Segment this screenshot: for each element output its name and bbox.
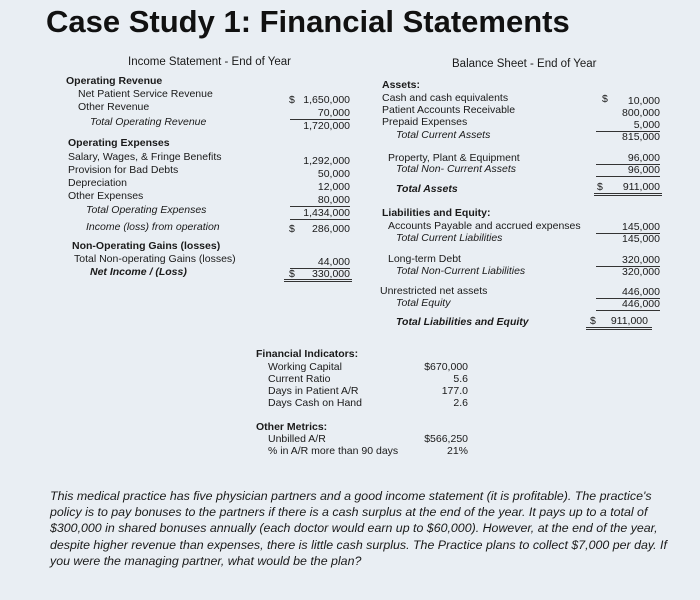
currency-symbol: $ (289, 223, 295, 235)
total-operating-expenses-label: Total Operating Expenses (86, 204, 207, 216)
total-non-current-liabilities-value: 320,000 (622, 266, 660, 278)
total-liabilities-equity-value: 911,000 (610, 315, 648, 327)
net-income-value: 330,000 (312, 268, 350, 280)
total-current-assets-value: 815,000 (622, 131, 660, 143)
prepaid-expenses-value: 5,000 (596, 119, 660, 132)
ar-over-90-value: 21% (446, 445, 468, 457)
accounts-receivable-value: 800,000 (622, 107, 660, 119)
other-revenue-value: 70,000 (290, 107, 350, 120)
net-income-label: Net Income / (Loss) (90, 266, 187, 278)
other-expenses-label: Other Expenses (68, 190, 144, 202)
currency-symbol: $ (597, 181, 603, 193)
cash-value: 10,000 (627, 95, 660, 107)
total-non-current-assets-value: 96,000 (596, 164, 660, 177)
total-operating-revenue-value: 1,720,000 (303, 120, 350, 132)
days-cash-value: 2.6 (453, 397, 468, 409)
income-statement-header: Income Statement - End of Year (128, 56, 292, 68)
total-operating-revenue-label: Total Operating Revenue (90, 116, 207, 128)
working-capital-label: Working Capital (268, 361, 342, 373)
total-equity-label: Total Equity (396, 297, 451, 309)
net-patient-revenue-value: 1,650,000 (303, 94, 350, 106)
working-capital-value: $670,000 (424, 361, 468, 373)
total-assets-value: 911,000 (622, 181, 660, 193)
long-term-debt-value: 320,000 (596, 254, 660, 267)
accounts-receivable-label: Patient Accounts Receivable (382, 104, 516, 116)
bad-debts-value: 50,000 (317, 168, 350, 180)
depreciation-label: Depreciation (68, 177, 127, 189)
page-title: Case Study 1: Financial Statements (46, 4, 570, 39)
days-in-ar-label: Days in Patient A/R (268, 385, 359, 397)
total-non-current-liabilities-label: Total Non-Current Liabilities (396, 265, 526, 277)
case-description: This medical practice has five physician partners and a good income statement (it is profitable). The practice's policy is to pay bonuses to the partners if there is a cash surplus at the end of the year. It pays up to a total of $300,000 in shared bonuses annually (each doctor would earn up to $60,000). However, at the end of the year, despite higher revenue than expenses, there is little cash surplus. The Practice plans to collect $7,000 per day. If you were the managing partner, what would be the plan? (50, 489, 667, 568)
current-ratio-label: Current Ratio (268, 373, 331, 385)
currency-symbol: $ (289, 94, 295, 106)
total-current-liabilities-label: Total Current Liabilities (396, 232, 503, 244)
operating-revenue-label: Operating Revenue (66, 75, 163, 87)
total-current-liabilities-value: 145,000 (622, 233, 660, 245)
currency-symbol: $ (289, 268, 295, 280)
assets-label: Assets: (382, 79, 420, 91)
ppe-value: 96,000 (596, 152, 660, 165)
ar-over-90-label: % in A/R more than 90 days (268, 445, 399, 457)
currency-symbol: $ (590, 315, 596, 327)
income-from-operation-value: 286,000 (312, 223, 350, 235)
cash-label: Cash and cash equivalents (382, 92, 509, 104)
days-in-ar-value: 177.0 (441, 385, 468, 397)
unrestricted-net-assets-value: 446,000 (596, 286, 660, 299)
prepaid-expenses-label: Prepaid Expenses (382, 116, 468, 128)
salary-label: Salary, Wages, & Fringe Benefits (68, 151, 222, 163)
operating-expenses-label: Operating Expenses (68, 137, 170, 149)
long-term-debt-label: Long-term Debt (388, 253, 461, 265)
total-equity-value: 446,000 (596, 298, 660, 311)
other-expenses-value: 80,000 (290, 194, 350, 207)
total-non-current-assets-label: Total Non- Current Assets (396, 163, 517, 175)
accounts-payable-value: 145,000 (596, 221, 660, 234)
salary-value: 1,292,000 (303, 155, 350, 167)
net-patient-revenue-label: Net Patient Service Revenue (78, 88, 213, 100)
total-current-assets-label: Total Current Assets (396, 129, 491, 141)
other-revenue-label: Other Revenue (78, 101, 150, 113)
non-operating-total-label: Total Non-operating Gains (losses) (74, 253, 236, 265)
total-operating-expenses-value: 1,434,000 (290, 207, 350, 220)
accounts-payable-label: Accounts Payable and accrued expenses (388, 220, 581, 232)
liabilities-equity-label: Liabilities and Equity: (382, 207, 491, 219)
unrestricted-net-assets-label: Unrestricted net assets (380, 285, 488, 297)
ppe-label: Property, Plant & Equipment (388, 152, 520, 164)
currency-symbol: $ (602, 93, 608, 105)
current-ratio-value: 5.6 (453, 373, 468, 385)
total-liabilities-equity-label: Total Liabilities and Equity (396, 316, 529, 328)
bad-debts-label: Provision for Bad Debts (68, 164, 179, 176)
total-assets-label: Total Assets (396, 183, 458, 195)
unbilled-ar-label: Unbilled A/R (268, 433, 326, 445)
non-operating-total-value: 44,000 (290, 256, 350, 269)
days-cash-label: Days Cash on Hand (268, 397, 362, 409)
financial-indicators-label: Financial Indicators: (256, 348, 359, 360)
non-operating-label: Non-Operating Gains (losses) (72, 240, 221, 252)
depreciation-value: 12,000 (317, 181, 350, 193)
unbilled-ar-value: $566,250 (424, 433, 468, 445)
other-metrics-label: Other Metrics: (256, 421, 328, 433)
income-from-operation-label: Income (loss) from operation (86, 221, 220, 233)
balance-sheet-header: Balance Sheet - End of Year (452, 58, 597, 70)
